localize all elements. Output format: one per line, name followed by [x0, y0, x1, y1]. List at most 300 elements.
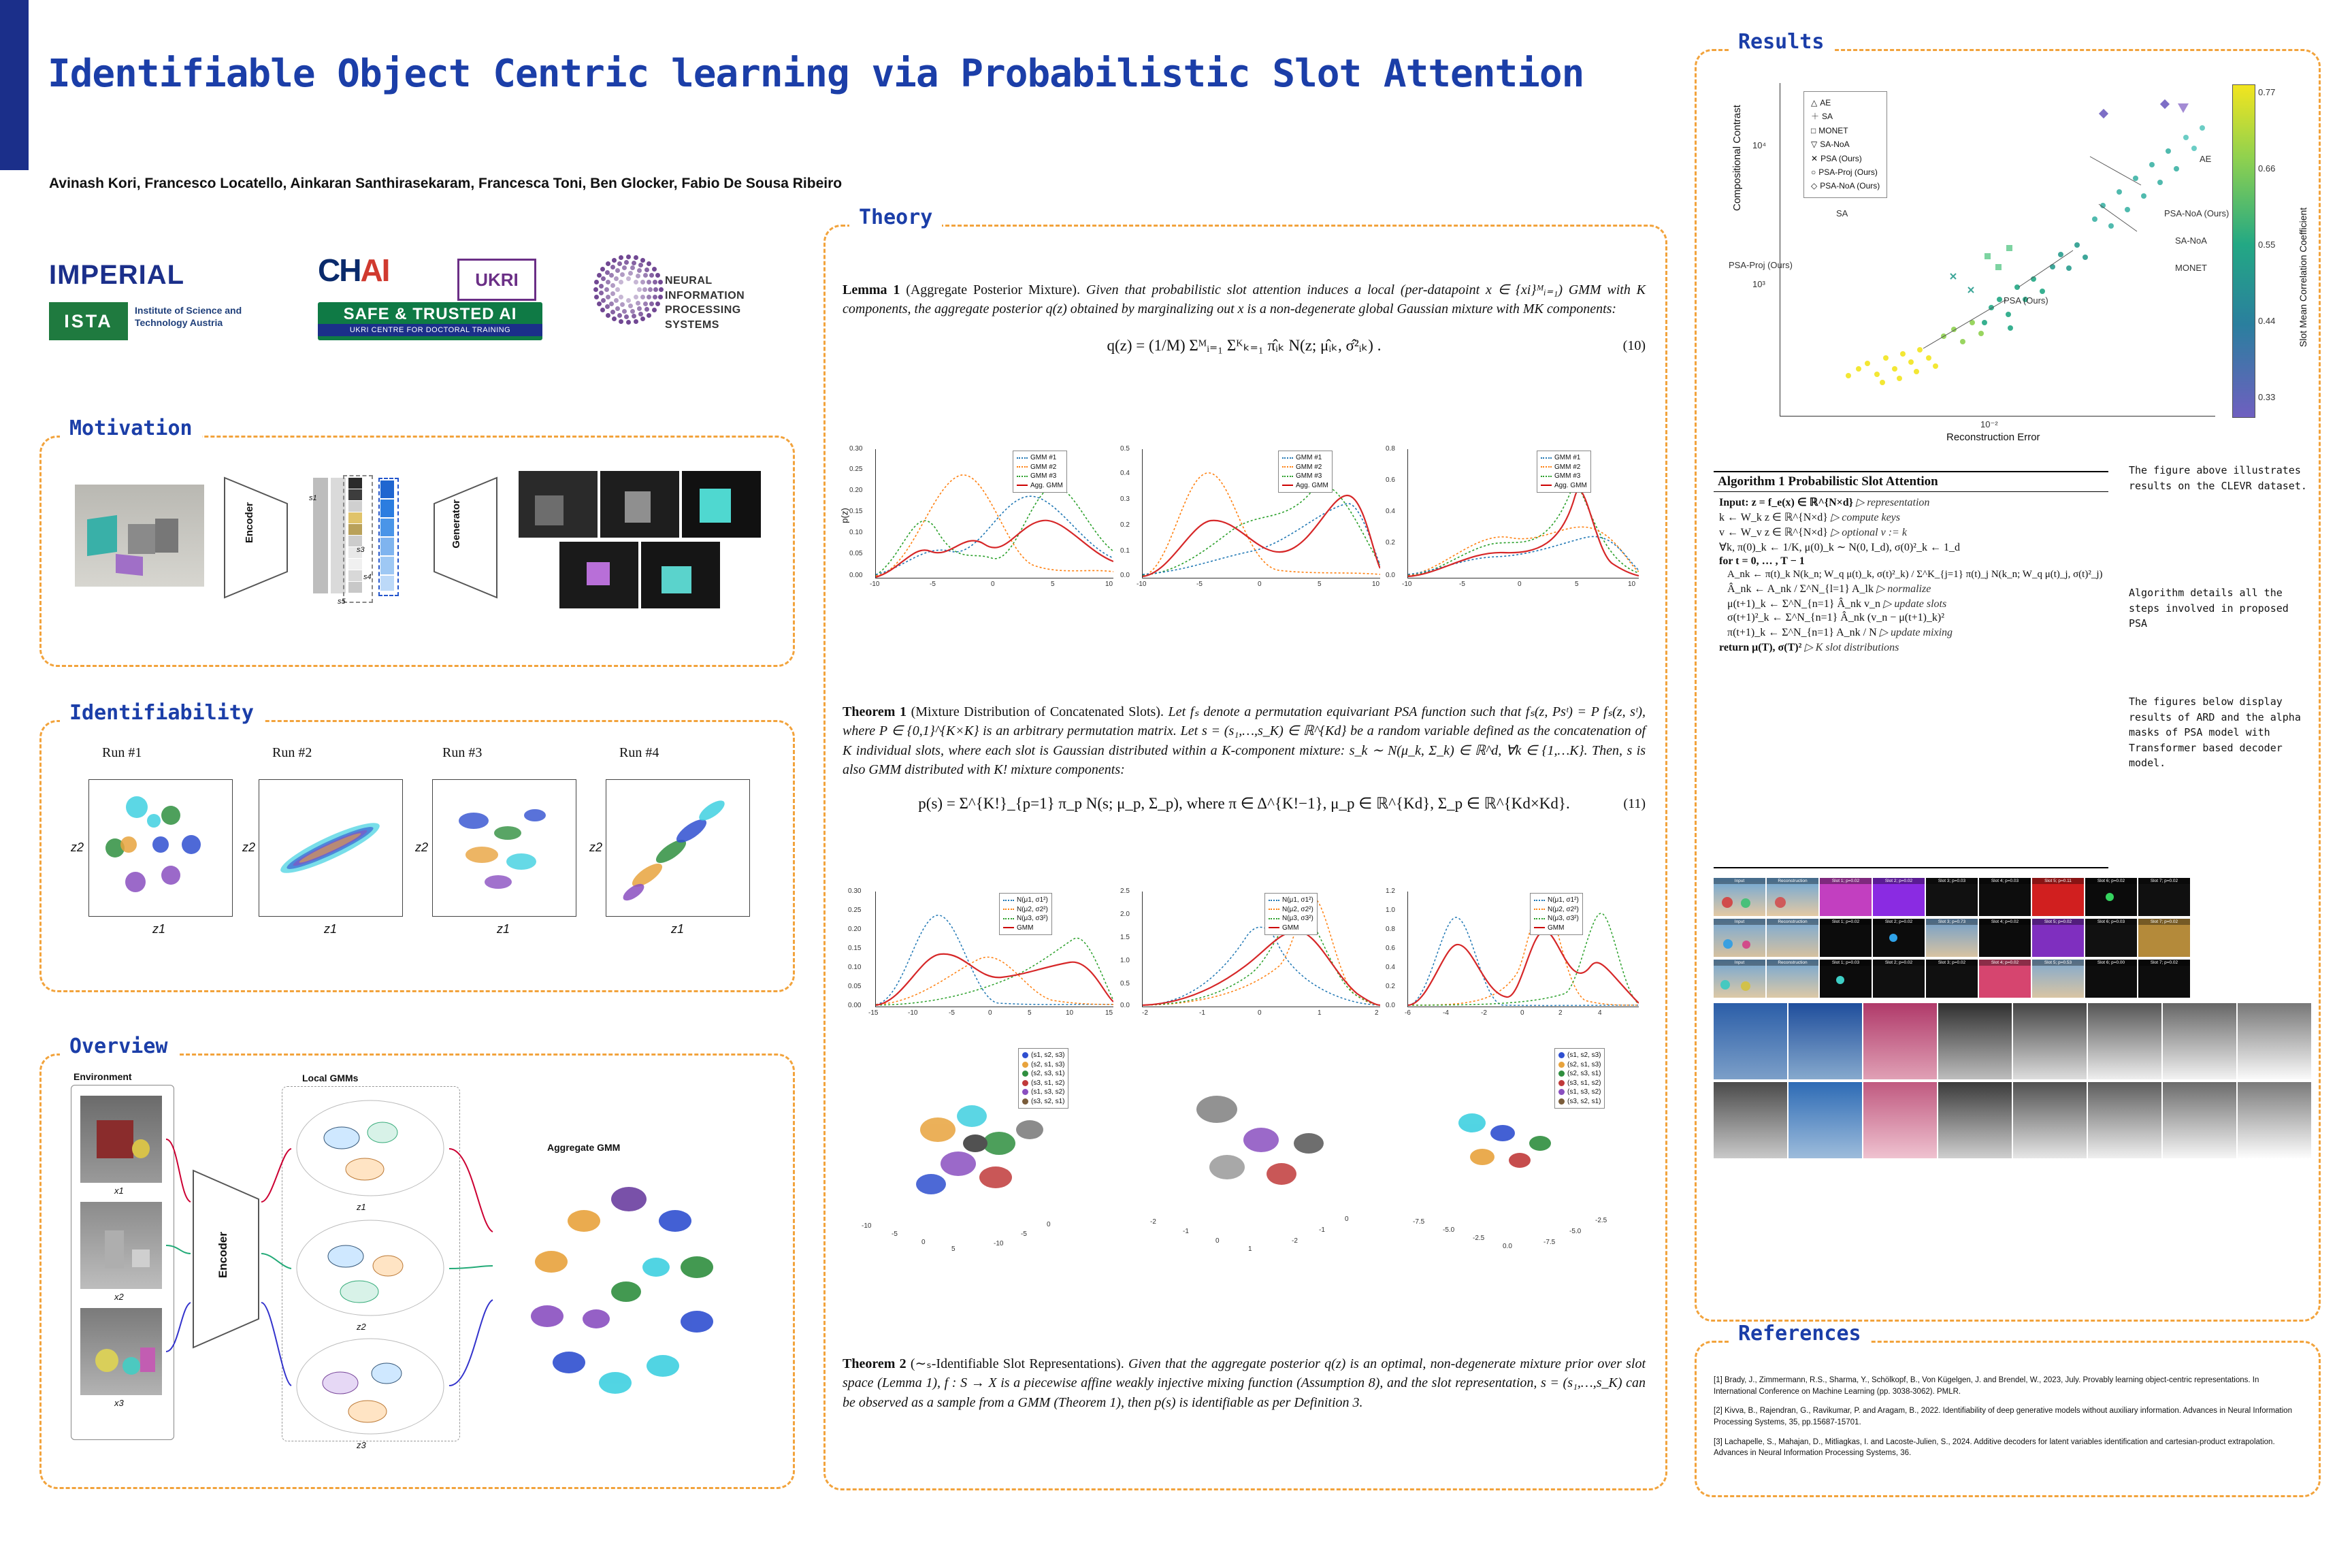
- gmm2-xtick-0: -10: [1137, 581, 1147, 588]
- thumb-slot-2-4: [1979, 919, 2031, 957]
- legend2-line-agg: [1282, 485, 1293, 486]
- legend-label-gmm2: GMM #2: [1030, 463, 1057, 471]
- neurips-line1: NEURAL INFORMATION: [665, 275, 745, 301]
- gmm1-ytick-3: 0.15: [849, 508, 863, 515]
- colorbar-tick-0: 0.77: [2258, 87, 2276, 97]
- legend-marker-ae: △: [1811, 98, 1818, 108]
- encoder-label-motivation: Encoder: [244, 502, 255, 544]
- motivation-input-image: [75, 485, 204, 587]
- safe-title: SAFE & TRUSTED AI: [343, 305, 517, 323]
- thumb-label-2-5: Slot 4; p=0.02: [1979, 919, 2031, 925]
- n3-xtick-0: -6: [1405, 1009, 1411, 1017]
- gmm3-xtick-0: -10: [1402, 581, 1412, 588]
- legend-gmm-line: [1003, 927, 1014, 928]
- legend2-line-gmm3: [1282, 476, 1293, 477]
- n2-ytick-5: 0.0: [1120, 1002, 1130, 1009]
- theorem1-block: [843, 702, 1646, 813]
- axis-label-x-run3: z1: [497, 922, 510, 936]
- legend2-n3-label: N(μ3, σ3²): [1282, 915, 1313, 922]
- thumb-recon-3: [1767, 960, 1818, 998]
- gmm1-ytick-5: 0.05: [849, 550, 863, 557]
- legend3-label-agg: Agg. GMM: [1554, 481, 1587, 489]
- thumb-slot-3-5: [2032, 960, 2084, 998]
- thumb-label-3-0: Input: [1714, 960, 1765, 966]
- slot-3d-plot-1: [856, 1048, 1115, 1252]
- legend2-line-gmm1: [1282, 457, 1293, 459]
- legend2-n1-line: [1269, 900, 1279, 901]
- thumb-label-1-5: Slot 4; p=0.03: [1979, 878, 2031, 884]
- gmm2-xtick-3: 5: [1318, 581, 1322, 588]
- n1-ytick-1: 0.25: [848, 906, 862, 914]
- thumb-input-1: [1714, 878, 1765, 916]
- overview-aggregate-plot: [493, 1158, 765, 1431]
- legend-label-sa: SA: [1822, 112, 1833, 122]
- algorithm-line-3-comment: ▷ optional v := k: [1830, 527, 1907, 538]
- theorem1-body: Let fₛ denote a permutation equivariant PSA function such that fₛ(z, Psᵗ) = P fₛ(z, sᵗ), where P ∈ {0,1}^{K×K} is an arbitrary permutation matrix. Let s = (s₁,…,s_K) ∈ ℝ^{Kd} be a random variable defined as the concatenation of K individual slots, where each slot is Gaussian distributed within a K-component mixture: s_k ∼ N(μ_k, Σ_k) ∈ ℝ^d, ∀k ∈ {1,…K}. Then, s is also GMM distributed with K! mixture components:: [843, 704, 1646, 778]
- gmm1-xtick-3: 5: [1051, 581, 1055, 588]
- algorithm-line-2: [1714, 510, 2108, 525]
- n2-xtick-2: 0: [1258, 1009, 1262, 1017]
- alpha-image-8: [2238, 1082, 2311, 1158]
- thumb-label-2-1: Reconstruction: [1767, 919, 1818, 925]
- page-title: Identifiable Object Centric learning via Probabilistic Slot Attention: [48, 52, 1584, 96]
- legend-n1-label: N(μ1, σ1²): [1017, 896, 1048, 904]
- motivation-output-images: [519, 471, 764, 614]
- theorem1-text: [843, 702, 1646, 780]
- gmm1-ytick-6: 0.00: [849, 572, 863, 579]
- alpha-image-4: [1938, 1082, 2012, 1158]
- gmm1-xtick-1: -5: [930, 581, 936, 588]
- lemma1-title: (Aggregate Posterior Mixture).: [906, 282, 1081, 297]
- n1-ytick-6: 0.00: [848, 1002, 862, 1009]
- overview-x1-label: x1: [114, 1186, 124, 1196]
- gmm2-ytick-1: 0.4: [1120, 470, 1130, 477]
- identifiability-scatter-1: [88, 779, 233, 917]
- slot1-ytick-0: -10: [994, 1240, 1004, 1247]
- n2-xtick-3: 1: [1318, 1009, 1322, 1017]
- legend-n2-line: [1003, 909, 1014, 910]
- slot1-xtick-0: -10: [862, 1222, 872, 1230]
- n1-ytick-5: 0.05: [848, 983, 862, 990]
- overview-x2-label: x2: [114, 1292, 124, 1302]
- thumb-label-2-4: Slot 3; p=0.73: [1926, 919, 1978, 925]
- gmm-chart-row-2: [843, 887, 1646, 1028]
- thumb-slot-1-6: [2085, 878, 2137, 916]
- gmm-chart-3: [1407, 449, 1639, 578]
- algorithm-line-11: [1714, 640, 2108, 655]
- n2-xtick-1: -1: [1199, 1009, 1205, 1017]
- logo-strip: [49, 252, 784, 340]
- legend-label-gmm3: GMM #3: [1030, 472, 1057, 480]
- legend-label-sanoa: SA-NoA: [1820, 140, 1850, 150]
- overview-z3-label: z3: [357, 1440, 366, 1450]
- legend-line-gmm3: [1017, 476, 1028, 477]
- legend3-line-gmm3: [1541, 476, 1552, 477]
- legend-label-gmm1: GMM #1: [1030, 454, 1057, 461]
- legend-label-ae: AE: [1820, 98, 1831, 108]
- slot-label-s4: s4: [363, 573, 372, 581]
- n1-ytick-4: 0.10: [848, 964, 862, 971]
- safe-subtitle: UKRI CENTRE FOR DOCTORAL TRAINING: [318, 324, 542, 336]
- equation-11-text: p(s) = Σ^{K!}_{p=1} π_p N(s; μ_p, Σ_p), where π ∈ Δ^{K!−1}, μ_p ∈ ℝ^{Kd}, Σ_p ∈ ℝ^{Kd×Kd}.: [918, 794, 1570, 812]
- thumb-slot-3-7: [2138, 960, 2190, 998]
- ard-image-4: [1938, 1003, 2012, 1079]
- legend3-label-p1: (s1, s2, s3): [1567, 1051, 1601, 1059]
- alpha-image-5: [2013, 1082, 2087, 1158]
- gmm-legend-2: [1278, 451, 1333, 493]
- thumb-slot-1-3: [1926, 878, 1978, 916]
- legend3-label-gmm1: GMM #1: [1554, 454, 1581, 461]
- thumb-label-3-6: Slot 5; p=0.53: [2032, 960, 2084, 966]
- algorithm-line-10-text: π(t+1)_k ← Σ^N_{n=1} A_nk / N: [1727, 627, 1877, 638]
- n3-ytick-5: 0.2: [1386, 983, 1395, 990]
- legend-n2-label: N(μ2, σ2²): [1017, 905, 1048, 913]
- axis-label-x-run1: z1: [152, 922, 166, 936]
- legend-marker-sanoa: ▽: [1811, 140, 1818, 150]
- legend-marker-psaproj: ○: [1811, 167, 1816, 177]
- alpha-image-7: [2163, 1082, 2236, 1158]
- n3-xtick-1: -4: [1443, 1009, 1449, 1017]
- thumb-slot-1-5: [2032, 878, 2084, 916]
- overview-diagram: [57, 1068, 779, 1477]
- thumb-slot-1-2: [1873, 878, 1925, 916]
- legend2-n3-line: [1269, 918, 1279, 919]
- thumb-slot-2-6: [2085, 919, 2137, 957]
- gmm-chart-1: [875, 449, 1113, 578]
- thumb-label-3-4: Slot 3; p=0.02: [1926, 960, 1978, 966]
- alpha-image-3: [1863, 1082, 1937, 1158]
- normal-legend-2: [1264, 893, 1318, 935]
- legend-label-psaproj: PSA-Proj (Ours): [1818, 167, 1878, 177]
- theory-title: Theory: [849, 206, 942, 229]
- ukri-logo: UKRI: [457, 259, 536, 301]
- slot3-xtick-1: -5.0: [1443, 1226, 1455, 1234]
- alpha-image-6: [2088, 1082, 2161, 1158]
- legend-marker-psanoa: ◇: [1811, 181, 1818, 191]
- thumb-slot-2-2: [1873, 919, 1925, 957]
- gmm3-xtick-4: 10: [1628, 581, 1636, 588]
- thumb-label-3-3: Slot 2; p=0.02: [1873, 960, 1925, 966]
- safe-trusted-ai-logo: [318, 302, 542, 340]
- algorithm-line-2-text: k ← W_k z ∈ ℝ^{N×d}: [1719, 512, 1828, 523]
- overview-z1-label: z1: [357, 1202, 366, 1212]
- thumb-label-2-7: Slot 6; p=0.03: [2085, 919, 2137, 925]
- legend-line-agg: [1017, 485, 1028, 486]
- slot1-xtick-3: 5: [951, 1245, 956, 1253]
- theorem1-title: (Mixture Distribution of Concatenated Slots).: [911, 704, 1164, 719]
- slot1-ytick-1: -5: [1021, 1230, 1027, 1238]
- algorithm-line-4: [1714, 540, 2108, 555]
- legend-label-p3: (s2, s3, s1): [1031, 1070, 1065, 1077]
- colorbar-tick-3: 0.44: [2258, 316, 2276, 326]
- results-ytick-10e3: 10³: [1752, 279, 1765, 289]
- slot2-ytick-2: 0: [1345, 1215, 1349, 1223]
- legend-label-monet: MONET: [1818, 125, 1848, 135]
- algorithm-line-1-text: Input: z = f_e(x) ∈ ℝ^{N×d}: [1719, 497, 1853, 508]
- legend3-line-gmm2: [1541, 466, 1552, 468]
- slot3-xtick-0: -7.5: [1413, 1218, 1425, 1226]
- overview-input-3: [80, 1308, 162, 1395]
- ard-image-5: [2013, 1003, 2087, 1079]
- n2-ytick-1: 2.0: [1120, 911, 1130, 918]
- overview-environment-label: Environment: [74, 1071, 132, 1082]
- algorithm-line-6: [1714, 568, 2108, 581]
- slot-3d-plot-3: [1401, 1048, 1646, 1252]
- legend-marker-p4: [1022, 1080, 1028, 1086]
- thumb-label-1-4: Slot 3; p=0.03: [1926, 878, 1978, 884]
- overview-encoder-label: Encoder: [216, 1232, 229, 1279]
- algorithm-body: [1714, 492, 2108, 655]
- slot-grid: [309, 478, 422, 614]
- legend3-marker-p1: [1558, 1052, 1565, 1058]
- theorem2-text: [843, 1354, 1646, 1412]
- axis-label-y-run3: z2: [415, 840, 429, 854]
- n1-xtick-0: -15: [868, 1009, 879, 1017]
- results-description-1: The figure above illustrates results on the CLEVR dataset.: [2129, 464, 2307, 492]
- thumb-input-3: [1714, 960, 1765, 998]
- normal-chart-2: [1142, 892, 1380, 1007]
- thumb-label-1-2: Slot 1; p=0.02: [1820, 878, 1872, 884]
- gmm3-xtick-3: 5: [1575, 581, 1579, 588]
- gmm3-ytick-3: 0.2: [1386, 539, 1395, 546]
- legend-label-agg: Agg. GMM: [1030, 481, 1063, 489]
- ista-text: Institute of Science and Technology Austria: [135, 305, 242, 328]
- algorithm-line-8-text: μ(t+1)_k ← Σ^N_{n=1} Â_nk v_n: [1727, 598, 1881, 610]
- slot3-ytick-0: -7.5: [1544, 1239, 1556, 1246]
- thumb-slot-2-3: [1926, 919, 1978, 957]
- gmm3-ytick-4: 0.0: [1386, 572, 1395, 579]
- legend3-label-p4: (s3, s1, s2): [1567, 1079, 1601, 1087]
- reference-item-3: [3] Lachapelle, S., Mahajan, D., Mitliagkas, I. and Lacoste-Julien, S., 2024. Additive decoders for latent variables identification and cartesian-product extrapolation. Advances in Neural Information Processing Systems, 36.: [1714, 1437, 2275, 1458]
- identifiability-plots: [61, 738, 776, 977]
- n3-ytick-6: 0.0: [1386, 1002, 1395, 1009]
- gmm3-ytick-0: 0.8: [1386, 445, 1395, 453]
- gmm2-ytick-0: 0.5: [1120, 445, 1130, 453]
- gmm1-ytick-0: 0.30: [849, 445, 863, 453]
- axis-label-x-run4: z1: [671, 922, 685, 936]
- lemma1-block: [843, 280, 1646, 355]
- gmm-legend-1: [1013, 451, 1067, 493]
- gmm2-xtick-1: -5: [1196, 581, 1203, 588]
- n1-ytick-3: 0.15: [848, 945, 862, 952]
- results-ytick-10e4: 10⁴: [1752, 140, 1767, 150]
- algorithm-line-7: [1714, 581, 2108, 596]
- legend2-n2-line: [1269, 909, 1279, 910]
- thumb-label-3-8: Slot 7; p=0.02: [2138, 960, 2190, 966]
- gmm1-ylabel: p(z): [839, 508, 850, 523]
- legend3-marker-p6: [1558, 1098, 1565, 1105]
- legend2-gmm-label: GMM: [1282, 924, 1299, 932]
- legend2-label-agg: Agg. GMM: [1296, 481, 1328, 489]
- ista-mark: ISTA: [49, 302, 128, 340]
- equation-11-number: (11): [1623, 796, 1646, 811]
- theorem2-block: [843, 1354, 1646, 1412]
- algorithm-line-2-comment: ▷ compute keys: [1830, 512, 1901, 523]
- legend-gmm-label: GMM: [1017, 924, 1034, 932]
- n3-ytick-3: 0.6: [1386, 945, 1395, 952]
- reference-list: [1714, 1375, 2303, 1459]
- thumb-recon-2: [1767, 919, 1818, 957]
- n3-ytick-4: 0.4: [1386, 964, 1395, 971]
- algorithm-line-3: [1714, 525, 2108, 540]
- algorithm-line-11-comment: ▷ K slot distributions: [1804, 642, 1899, 653]
- identifiability-scatter-4: [606, 779, 750, 917]
- results-xlabel: Reconstruction Error: [1946, 431, 2040, 443]
- n2-ytick-0: 2.5: [1120, 887, 1130, 895]
- legend3-marker-p5: [1558, 1089, 1565, 1095]
- neurips-line2: PROCESSING SYSTEMS: [665, 304, 741, 331]
- legend-label-p6: (s3, s2, s1): [1031, 1097, 1065, 1105]
- thumb-slot-3-4: [1979, 960, 2031, 998]
- thumb-row-3: [1714, 960, 2190, 998]
- normal-chart-1: [875, 892, 1113, 1007]
- ista-logo: [49, 302, 294, 340]
- thumb-recon-1: [1767, 878, 1818, 916]
- results-title: Results: [1729, 30, 1833, 54]
- overview-input-1: [80, 1096, 162, 1183]
- identifiability-scatter-2: [259, 779, 403, 917]
- gmm1-ytick-1: 0.25: [849, 466, 863, 473]
- gmm-chart-row-1: [839, 445, 1646, 599]
- theorem2-title: (∼ₛ-Identifiable Slot Representations).: [910, 1356, 1124, 1371]
- algorithm-line-10: [1714, 625, 2108, 640]
- chai-logo-part2: AI: [360, 252, 389, 288]
- legend-marker-p5: [1022, 1089, 1028, 1095]
- n1-xtick-4: 5: [1028, 1009, 1032, 1017]
- lemma1-body: Given that probabilistic slot attention induces a local (per-datapoint x ∈ {xi}ᴹᵢ₌₁) GMM with K components, the aggregate posterior q(z) obtained by marginalizing out x is a non-degenerate global Gaussian mixture with MK components:: [843, 282, 1646, 317]
- ard-image-6: [2088, 1003, 2161, 1079]
- run-label-3: Run #3: [442, 745, 483, 760]
- colorbar-tick-4: 0.33: [2258, 392, 2276, 402]
- chai-logo-part1: CH: [318, 252, 361, 288]
- theorem2-body: Given that the aggregate posterior q(z) is an optimal, non-degenerate mixture prior over slot space (Lemma 1), f : S → X is a piecewise affine weakly injective mixing function (Assumption 8), and the slot representation, s = (s₁,…,s_K) can be observed as a sample from a GMM (Theorem 1), then p(s) is identifiable as per Definition 3.: [843, 1356, 1646, 1410]
- n3-ytick-2: 0.8: [1386, 926, 1395, 933]
- legend3-n3-line: [1534, 918, 1545, 919]
- algorithm-line-1-comment: ▷ representation: [1855, 497, 1930, 508]
- slot3-xtick-3: 0.0: [1503, 1243, 1512, 1250]
- neurips-text: [665, 274, 791, 332]
- encoder-shape-icon: [219, 472, 294, 602]
- motivation-title: Motivation: [60, 416, 202, 440]
- thumb-label-1-0: Input: [1714, 878, 1765, 884]
- slot1-xtick-1: -5: [892, 1230, 898, 1238]
- gmm2-ytick-2: 0.3: [1120, 495, 1130, 503]
- legend-marker-p1: [1022, 1052, 1028, 1058]
- motivation-diagram: [61, 457, 776, 655]
- theorem2-head: Theorem 2: [843, 1356, 906, 1371]
- gmm2-xtick-4: 10: [1372, 581, 1380, 588]
- legend-label-psanoa: PSA-NoA (Ours): [1820, 181, 1880, 191]
- normal-chart-3: [1407, 892, 1639, 1007]
- n2-xtick-0: -2: [1142, 1009, 1148, 1017]
- overview-local-gmm-3: [294, 1335, 446, 1437]
- legend3-line-agg: [1541, 485, 1552, 486]
- thumb-input-2: [1714, 919, 1765, 957]
- slot2-ytick-0: -2: [1292, 1237, 1298, 1245]
- thumb-slot-3-6: [2085, 960, 2137, 998]
- thumb-slot-1-1: [1820, 878, 1872, 916]
- legend2-label-gmm2: GMM #2: [1296, 463, 1322, 471]
- algorithm-line-1: [1714, 495, 2108, 510]
- gmm2-ytick-4: 0.1: [1120, 547, 1130, 555]
- thumb-label-3-2: Slot 1; p=0.03: [1820, 960, 1872, 966]
- thumb-label-2-6: Slot 5; p=0.02: [2032, 919, 2084, 925]
- header-accent-bar: [0, 0, 29, 170]
- legend-label-p4: (s3, s1, s2): [1031, 1079, 1065, 1087]
- generator-shape-icon: [429, 472, 504, 602]
- colorbar-tick-1: 0.66: [2258, 163, 2276, 174]
- alpha-image-1: [1714, 1082, 1787, 1158]
- n1-xtick-3: 0: [988, 1009, 992, 1017]
- legend3-label-p3: (s2, s3, s1): [1567, 1070, 1601, 1077]
- n2-ytick-2: 1.5: [1120, 934, 1130, 941]
- ard-image-7: [2163, 1003, 2236, 1079]
- legend3-gmm-line: [1534, 927, 1545, 928]
- algorithm-box: [1714, 471, 2108, 868]
- n1-xtick-2: -5: [949, 1009, 955, 1017]
- identifiability-scatter-3: [432, 779, 576, 917]
- slot2-xtick-1: -1: [1183, 1228, 1189, 1235]
- legend-label-p5: (s1, s3, s2): [1031, 1088, 1065, 1096]
- n2-xtick-4: 2: [1375, 1009, 1379, 1017]
- thumb-label-1-8: Slot 7; p=0.02: [2138, 878, 2190, 884]
- algorithm-line-7-text: Â_nk ← A_nk / Σ^N_{l=1} A_lk: [1727, 583, 1874, 595]
- run-label-1: Run #1: [102, 745, 142, 760]
- legend3-label-gmm2: GMM #2: [1554, 463, 1581, 471]
- slot3-ytick-1: -5.0: [1569, 1228, 1582, 1235]
- slot1-xtick-2: 0: [921, 1239, 926, 1246]
- n3-xtick-4: 2: [1558, 1009, 1563, 1017]
- gmm1-xtick-0: -10: [870, 581, 880, 588]
- n3-ytick-1: 1.0: [1386, 906, 1395, 914]
- thumb-row-5: [1714, 1082, 2311, 1158]
- legend3-n2-line: [1534, 909, 1545, 910]
- overview-local-gmm-2: [294, 1217, 446, 1319]
- thumb-slot-3-1: [1820, 960, 1872, 998]
- legend3-n1-line: [1534, 900, 1545, 901]
- legend3-n3-label: N(μ3, σ3²): [1548, 915, 1579, 922]
- algorithm-line-9-text: σ(t+1)²_k ← Σ^N_{n=1} Â_nk (v_n − μ(t+1)_k)²: [1727, 612, 1945, 623]
- axis-label-y-run4: z2: [589, 840, 603, 854]
- thumb-label-3-1: Reconstruction: [1767, 960, 1818, 966]
- results-xtick-10e-2: 10⁻²: [1980, 419, 1998, 429]
- axis-label-y-run2: z2: [242, 840, 256, 854]
- run-label-2: Run #2: [272, 745, 312, 760]
- thumb-label-1-6: Slot 5; p=0.11: [2032, 878, 2084, 884]
- theorem1-head: Theorem 1: [843, 704, 906, 719]
- legend-marker-monet: □: [1811, 125, 1816, 135]
- identifiability-title: Identifiability: [60, 701, 263, 725]
- slot2-ytick-1: -1: [1319, 1226, 1325, 1234]
- n2-ytick-3: 1.0: [1120, 957, 1130, 964]
- thumb-label-2-0: Input: [1714, 919, 1765, 925]
- thumb-label-1-7: Slot 6; p=0.02: [2085, 878, 2137, 884]
- slot2-xtick-3: 1: [1248, 1245, 1252, 1253]
- algorithm-line-5: [1714, 555, 2108, 568]
- algorithm-line-10-comment: ▷ update mixing: [1879, 627, 1953, 638]
- thumb-label-3-7: Slot 6; p=0.00: [2085, 960, 2137, 966]
- neurips-dots-icon: [593, 255, 662, 323]
- thumb-row-2: [1714, 919, 2190, 957]
- results-colorbar: [2232, 84, 2255, 418]
- annotation-monet: MONET: [2175, 263, 2207, 273]
- legend-marker-p6: [1022, 1098, 1028, 1105]
- algorithm-title: Algorithm 1 Probabilistic Slot Attention: [1714, 472, 2108, 492]
- annotation-psanoa: PSA-NoA (Ours): [2164, 208, 2230, 218]
- gmm2-ytick-3: 0.2: [1120, 521, 1130, 529]
- thumb-slot-2-5: [2032, 919, 2084, 957]
- legend3-label-p2: (s2, s1, s3): [1567, 1060, 1601, 1068]
